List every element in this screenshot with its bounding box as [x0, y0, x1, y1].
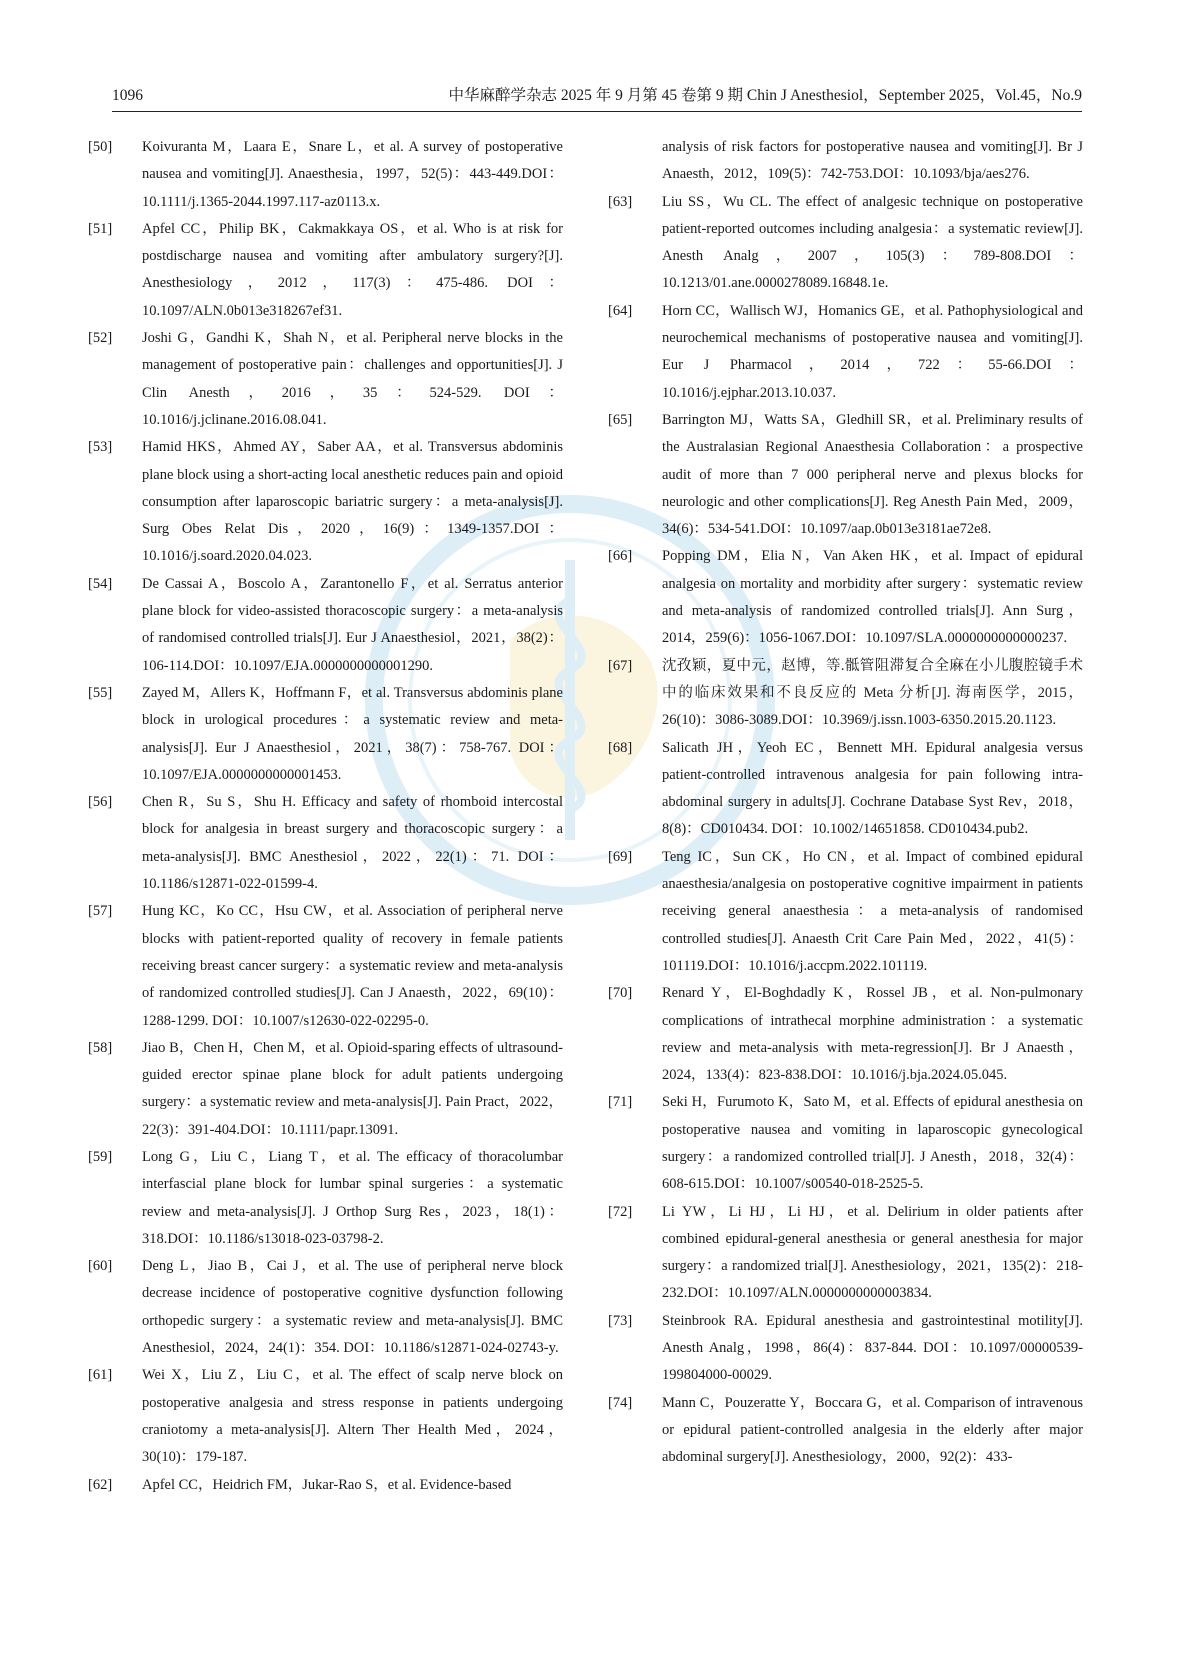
reference-text: Deng L，Jiao B，Cai J，et al. The use of peripheral nerve block decrease incidence of postoperative cognitive dysfunction following orthopedic surgery：a systematic review and meta-analysis[J]. BMC Anesthesiol，2024，24(1)：354. DOI：10.1186/s12871-024-02743-y.	[142, 1258, 563, 1357]
reference-text: Chen R，Su S，Shu H. Efficacy and safety of rhomboid intercostal block for analgesia in breast surgery and thoracoscopic surgery：a meta-analysis[J]. BMC Anesthesiol，2022，22(1)：71. DOI：10.1186/s12871-022-01599-4.	[142, 794, 563, 893]
reference-number: [55]	[88, 684, 113, 701]
reference-item	[608, 653, 1083, 735]
references-right-column	[608, 134, 1083, 1472]
references-left-column	[88, 134, 563, 1499]
reference-number: [58]	[88, 1039, 113, 1056]
reference-number: [70]	[608, 985, 633, 1002]
reference-item	[608, 1390, 1083, 1472]
reference-text: Steinbrook RA. Epidural anesthesia and gastrointestinal motility[J]. Anesth Analg，1998，86(4)：837-844. DOI：10.1097/00000539-199804000-00029.	[662, 1312, 1083, 1384]
reference-number: [51]	[88, 220, 113, 237]
reference-item	[608, 189, 1083, 298]
reference-number: [57]	[88, 903, 113, 920]
reference-item	[608, 1199, 1083, 1308]
header-rule	[112, 111, 1082, 112]
reference-item	[88, 1144, 563, 1253]
reference-item	[88, 680, 563, 789]
reference-text: Barrington MJ，Watts SA，Gledhill SR，et al. Preliminary results of the Australasian Regional Anaesthesia Collaboration：a prospective audit of more than 7 000 peripheral nerve and plexus blocks for neurologic and other complications[J]. Reg Anesth Pain Med，2009，34(6)：534-541.DOI：10.1097/aap.0b013e3181ae72e8.	[662, 411, 1083, 538]
reference-number: [66]	[608, 548, 633, 565]
reference-item	[88, 898, 563, 1034]
reference-item	[88, 789, 563, 898]
reference-number: [59]	[88, 1148, 113, 1165]
reference-text: Hamid HKS，Ahmed AY，Saber AA，et al. Transversus abdominis plane block using a short-acting local anesthetic reduces pain and opioid consumption after laparoscopic bariatric surgery：a meta-analysis[J]. Surg Obes Relat Dis，2020，16(9)：1349-1357.DOI：10.1016/j.soard.2020.04.023.	[142, 439, 563, 565]
reference-text: Seki H，Furumoto K，Sato M，et al. Effects of epidural anesthesia on postoperative nausea and vomiting in laparoscopic gynecological surgery：a randomized controlled trial[J]. J Anesth，2018，32(4)：608-615.DOI：10.1007/s00540-018-2525-5.	[662, 1094, 1083, 1193]
reference-item	[608, 298, 1083, 407]
reference-number: [53]	[88, 439, 113, 456]
reference-text: Mann C，Pouzeratte Y，Boccara G，et al. Comparison of intravenous or epidural patient-controlled analgesia in the elderly after major abdominal surgery[J]. Anesthesiology，2000，92(2)：433-	[662, 1394, 1083, 1466]
reference-text: Apfel CC，Heidrich FM，Jukar-Rao S，et al. Evidence-based	[142, 1476, 512, 1493]
reference-number: [71]	[608, 1094, 633, 1111]
reference-item	[608, 134, 1083, 189]
reference-text: Joshi G，Gandhi K，Shah N，et al. Peripheral nerve blocks in the management of postoperative pain：challenges and opportunities[J]. J Clin Anesth，2016，35：524-529. DOI：10.1016/j.jclinane.2016.08.041.	[142, 330, 563, 428]
reference-item	[608, 980, 1083, 1089]
page-header	[112, 84, 1082, 108]
reference-number: [72]	[608, 1203, 633, 1220]
reference-number: [73]	[608, 1312, 633, 1329]
reference-item	[608, 844, 1083, 980]
reference-number: [67]	[608, 657, 633, 674]
reference-text: 沈孜颖，夏中元，赵博，等.骶管阻滞复合全麻在小儿腹腔镜手术中的临床效果和不良反应的 Meta 分析[J]. 海南医学，2015，26(10)：3086-3089.DOI：10.3969/j.issn.1003-6350.2015.20.1123.	[662, 657, 1083, 729]
reference-number: [63]	[608, 193, 633, 210]
reference-text: Long G，Liu C，Liang T，et al. The efficacy of thoracolumbar interfascial plane block for lumbar spinal surgeries：a systematic review and meta-analysis[J]. J Orthop Surg Res，2023，18(1)：318.DOI：10.1186/s13018-023-03798-2.	[142, 1148, 563, 1247]
reference-text: Liu SS，Wu CL. The effect of analgesic technique on postoperative patient-reported outcomes including analgesia：a systematic review[J]. Anesth Analg，2007，105(3)：789-808.DOI：10.1213/01.ane.0000278089.16848.1e.	[662, 193, 1083, 292]
reference-number: [60]	[88, 1258, 113, 1275]
reference-item	[88, 571, 563, 680]
reference-text: Jiao B，Chen H，Chen M，et al. Opioid-sparing effects of ultrasound-guided erector spinae plane block for adult patients undergoing surgery：a systematic review and meta-analysis[J]. Pain Pract，2022，22(3)：391-404.DOI：10.1111/papr.13091.	[142, 1039, 563, 1138]
reference-text: Horn CC，Wallisch WJ，Homanics GE，et al. Pathophysiological and neurochemical mechanisms of postoperative nausea and vomiting[J]. Eur J Pharmacol，2014，722：55-66.DOI：10.1016/j.ejphar.2013.10.037.	[662, 302, 1083, 401]
reference-text: Wei X，Liu Z，Liu C，et al. The effect of scalp nerve block on postoperative analgesia and stress response in patients undergoing craniotomy a meta-analysis[J]. Altern Ther Health Med，2024，30(10)：179-187.	[142, 1367, 563, 1466]
reference-item	[608, 407, 1083, 543]
reference-item	[88, 325, 563, 434]
reference-number: [64]	[608, 302, 633, 319]
reference-number: [52]	[88, 330, 113, 347]
reference-number: [56]	[88, 794, 113, 811]
reference-text: analysis of risk factors for postoperative nausea and vomiting[J]. Br J Anaesth，2012，109(5)：742-753.DOI：10.1093/bja/aes276.	[662, 139, 1083, 183]
reference-number: [65]	[608, 411, 633, 428]
reference-number: [61]	[88, 1367, 113, 1384]
reference-item	[88, 134, 563, 216]
reference-item	[88, 1362, 563, 1471]
reference-text: Hung KC，Ko CC，Hsu CW，et al. Association of peripheral nerve blocks with patient-reported quality of recovery in female patients receiving breast cancer surgery：a systematic review and meta-analysis of randomized controlled studies[J]. Can J Anaesth，2022，69(10)：1288-1299. DOI：10.1007/s12630-022-02295-0.	[142, 903, 563, 1029]
reference-number: [50]	[88, 139, 113, 155]
reference-item	[608, 1308, 1083, 1390]
reference-item	[608, 735, 1083, 844]
reference-text: Renard Y，El-Boghdadly K，Rossel JB，et al. Non-pulmonary complications of intrathecal morphine administration：a systematic review and meta-analysis with meta-regression[J]. Br J Anaesth，2024，133(4)：823-838.DOI：10.1016/j.bja.2024.05.045.	[662, 985, 1083, 1084]
reference-text: De Cassai A，Boscolo A，Zarantonello F，et al. Serratus anterior plane block for video-assisted thoracoscopic surgery：a meta-analysis of randomised controlled trials[J]. Eur J Anaesthesiol，2021，38(2)：106-114.DOI：10.1097/EJA.0000000000001290.	[142, 575, 563, 674]
reference-item	[88, 216, 563, 325]
reference-item	[88, 1035, 563, 1144]
reference-text: Koivuranta M，Laara E，Snare L，et al. A survey of postoperative nausea and vomiting[J]. Anaesthesia，1997，52(5)：443-449.DOI：10.1111/j.1365-2044.1997.117-az0113.x.	[142, 139, 563, 210]
reference-number: [69]	[608, 848, 633, 865]
reference-number: [74]	[608, 1394, 633, 1411]
reference-text: Popping DM，Elia N，Van Aken HK，et al. Impact of epidural analgesia on mortality and morbidity after surgery：systematic review and meta-analysis of randomized controlled trials[J]. Ann Surg，2014，259(6)：1056-1067.DOI：10.1097/SLA.0000000000000237.	[662, 548, 1083, 647]
reference-text: Li YW，Li HJ，Li HJ，et al. Delirium in older patients after combined epidural-general anesthesia or general anesthesia for major surgery：a randomized trial[J]. Anesthesiology，2021，135(2)：218-232.DOI：10.1097/ALN.0000000000003834.	[662, 1203, 1083, 1302]
journal-citation-header: 中华麻醉学杂志 2025 年 9 月第 45 卷第 9 期 Chin J Anesthesiol，September 2025，Vol.45，No.9	[448, 87, 1082, 104]
reference-item	[608, 543, 1083, 652]
reference-number: [68]	[608, 739, 633, 756]
reference-item	[88, 434, 563, 570]
reference-text: Zayed M，Allers K，Hoffmann F，et al. Transversus abdominis plane block in urological procedures：a systematic review and meta-analysis[J]. Eur J Anaesthesiol，2021，38(7)：758-767. DOI：10.1097/EJA.0000000000001453.	[142, 684, 563, 783]
page-number: 1096	[112, 87, 143, 104]
reference-text: Teng IC，Sun CK，Ho CN，et al. Impact of combined epidural anaesthesia/analgesia on postoperative cognitive impairment in patients receiving general anaesthesia：a meta-analysis of randomised controlled studies[J]. Anaesth Crit Care Pain Med，2022，41(5)：101119.DOI：10.1016/j.accpm.2022.101119.	[662, 848, 1083, 974]
reference-text: Salicath JH，Yeoh EC，Bennett MH. Epidural analgesia versus patient-controlled intravenous analgesia for pain following intra-abdominal surgery in adults[J]. Cochrane Database Syst Rev，2018，8(8)：CD010434. DOI：10.1002/14651858. CD010434.pub2.	[662, 739, 1083, 838]
reference-item	[88, 1253, 563, 1362]
reference-number: [62]	[88, 1476, 113, 1493]
reference-text: Apfel CC，Philip BK，Cakmakkaya OS，et al. Who is at risk for postdischarge nausea and vomiting after ambulatory surgery?[J]. Anesthesiology，2012，117(3)：475-486. DOI：10.1097/ALN.0b013e318267ef31.	[142, 220, 563, 319]
reference-number: [54]	[88, 575, 113, 592]
reference-item	[88, 1472, 563, 1499]
reference-item	[608, 1089, 1083, 1198]
